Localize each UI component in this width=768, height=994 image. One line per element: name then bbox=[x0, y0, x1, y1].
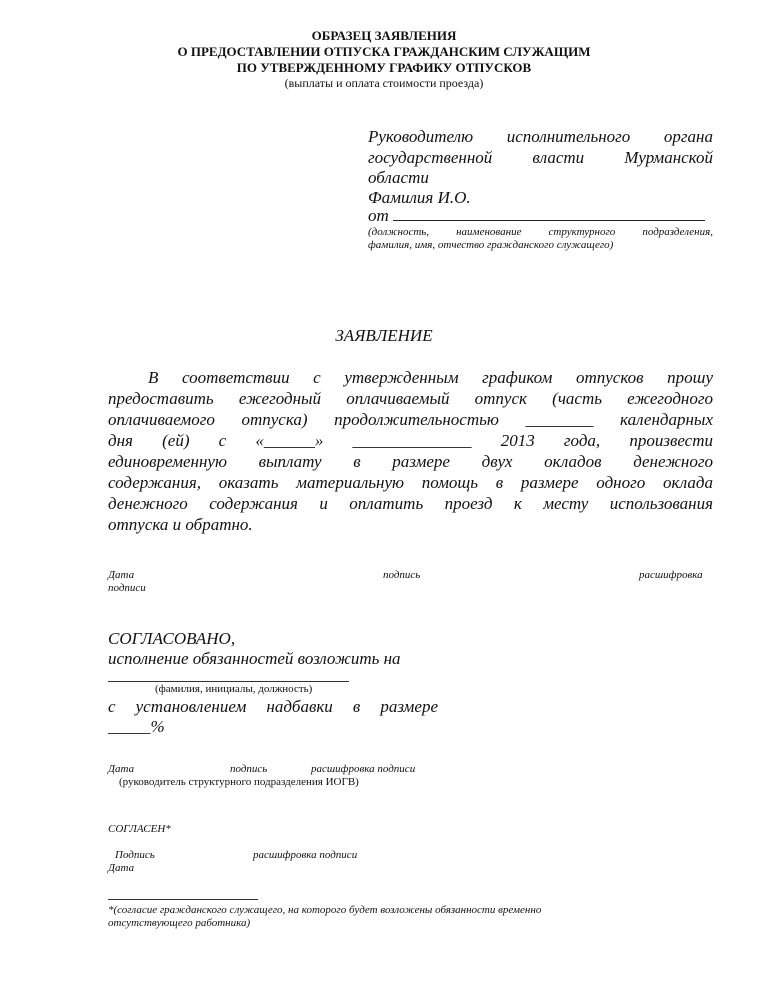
sign1-date-2: подписи bbox=[108, 582, 146, 594]
consent-date: Дата bbox=[108, 862, 135, 874]
body-line-4: дня (ей) с «______» ______________ 2013 года, произвести bbox=[108, 431, 713, 450]
body-line-1: В соответствии с утвержденным графиком отпусков прошу bbox=[148, 368, 713, 387]
head-note: (руководитель структурного подразделения ИОГВ) bbox=[119, 776, 359, 788]
agreed-line-2: исполнение обязанностей возложить на bbox=[108, 649, 401, 668]
allowance-line-1: с установлением надбавки в размере bbox=[108, 697, 438, 716]
body-line-6: содержания, оказать материальную помощь в размере одного оклада bbox=[108, 473, 713, 492]
footnote-line-1: *(согласие гражданского служащего, на которого будет возложены обязанности временно bbox=[108, 904, 542, 916]
addressee-note-1: (должность, наименование структурного подразделения, bbox=[368, 226, 713, 238]
from-label: от bbox=[368, 206, 389, 225]
addressee-line-3: области bbox=[368, 168, 429, 187]
consent-decode: расшифровка подписи bbox=[253, 849, 358, 861]
header-line-4: (выплаты и оплата стоимости проезда) bbox=[284, 76, 484, 90]
consent-signature: Подпись bbox=[115, 849, 155, 861]
fio-line bbox=[108, 681, 349, 682]
body-line-3: оплачиваемого отпуска) продолжительностью ________ календарных bbox=[108, 410, 713, 429]
addressee-name: Фамилия И.О. bbox=[368, 188, 471, 207]
sign1-date: Дата bbox=[108, 569, 135, 581]
consent-title: СОГЛАСЕН* bbox=[108, 823, 171, 835]
header-line-1: ОБРАЗЕЦ ЗАЯВЛЕНИЯ bbox=[311, 28, 457, 43]
addressee-from bbox=[368, 206, 713, 226]
from-line bbox=[393, 206, 705, 221]
body-line-2: предоставить ежегодный оплачиваемый отпуск (часть ежегодного bbox=[108, 389, 713, 408]
agreed-decode: расшифровка подписи bbox=[311, 763, 416, 775]
agreed-date: Дата bbox=[108, 763, 135, 775]
header-line-3: ПО УТВЕРЖДЕННОМУ ГРАФИКУ ОТПУСКОВ bbox=[236, 60, 532, 75]
addressee-line-2: государственной власти Мурманской bbox=[368, 148, 713, 167]
agreed-title: СОГЛАСОВАНО, bbox=[108, 629, 236, 648]
body-line-7: денежного содержания и оплатить проезд к месту использования bbox=[108, 494, 713, 513]
allowance-line-2: _____% bbox=[108, 717, 165, 736]
addressee-line-1: Руководителю исполнительного органа bbox=[368, 127, 713, 146]
header-line-2: О ПРЕДОСТАВЛЕНИИ ОТПУСКА ГРАЖДАНСКИМ СЛУЖАЩИМ bbox=[177, 44, 591, 59]
fio-note: (фамилия, инициалы, должность) bbox=[155, 683, 313, 695]
body-line-5: единовременную выплату в размере двух окладов денежного bbox=[108, 452, 713, 471]
footnote-rule bbox=[108, 899, 258, 900]
footnote-line-2: отсутствующего работника) bbox=[108, 917, 251, 929]
document-title: ЗАЯВЛЕНИЕ bbox=[335, 326, 433, 345]
addressee-note-2: фамилия, имя, отчество гражданского служащего) bbox=[368, 239, 614, 251]
sign1-decode: расшифровка bbox=[639, 569, 703, 581]
sign1-signature: подпись bbox=[383, 569, 421, 581]
body-line-8: отпуска и обратно. bbox=[108, 515, 253, 534]
agreed-signature: подпись bbox=[230, 763, 268, 775]
